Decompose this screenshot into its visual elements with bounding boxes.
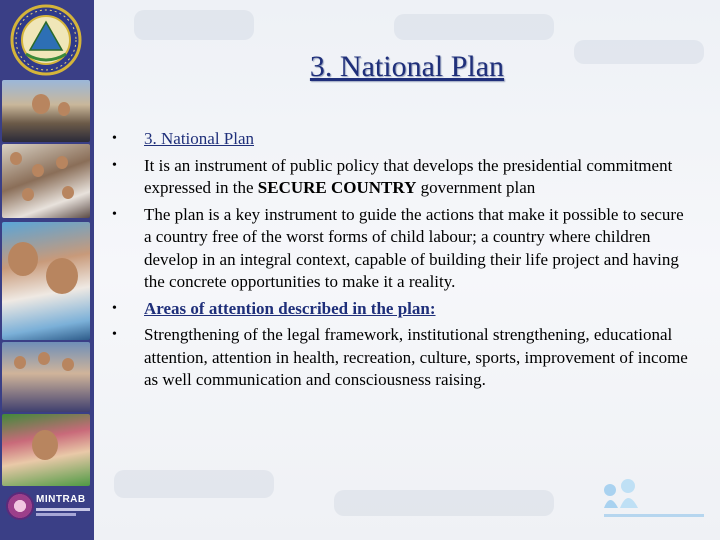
bullet-item [110, 204, 690, 294]
bullet-text: government plan [416, 178, 536, 197]
bullet-subheading-text: Areas of attention described in the plan: [144, 298, 436, 318]
photo-sidebar [0, 0, 94, 540]
mintrab-logo [4, 488, 90, 528]
partner-logo-icon [600, 478, 646, 512]
slide-title: 3. National Plan [309, 50, 505, 83]
mintrab-logo-text: MINTRAB [36, 494, 86, 505]
national-seal-icon [8, 4, 84, 76]
children-photo-2 [2, 144, 90, 218]
bullet-dot: • [112, 131, 117, 146]
bullet-item [110, 324, 690, 392]
partner-logo [588, 474, 714, 530]
bullet-list [110, 128, 690, 396]
bullet-text: Strengthening of the legal framework, institutional strengthening, educational attention, attention in health, recreation, culture, sports, improvement of income as well communication and consciousness raising. [144, 325, 688, 389]
bullet-emphasis-text: SECURE COUNTRY [257, 178, 417, 197]
bullet-item [110, 128, 690, 151]
bullet-text: The plan is a key instrument to guide the actions that make it possible to secure a country free of the worst forms of child labour; a country where children develop in an integral context, capable of building their life project and having the concrete opportunities to make it a reality. [144, 204, 684, 291]
children-photo-3 [2, 222, 90, 340]
children-photo-1 [2, 80, 90, 142]
children-photo-4 [2, 342, 90, 412]
bullet-heading-text: 3. National Plan [144, 129, 255, 148]
bullet-text: It is an instrument of public policy that develops the presidential commitment expressed in the [144, 155, 673, 197]
bullet-dot: • [112, 327, 117, 342]
bullet-dot: • [112, 157, 117, 173]
bullet-item [110, 155, 690, 200]
mintrab-emblem-icon [6, 492, 34, 520]
bullet-item [110, 298, 690, 321]
bullet-dot: • [112, 300, 117, 316]
children-photo-5 [2, 414, 90, 486]
bullet-dot: • [112, 206, 117, 222]
